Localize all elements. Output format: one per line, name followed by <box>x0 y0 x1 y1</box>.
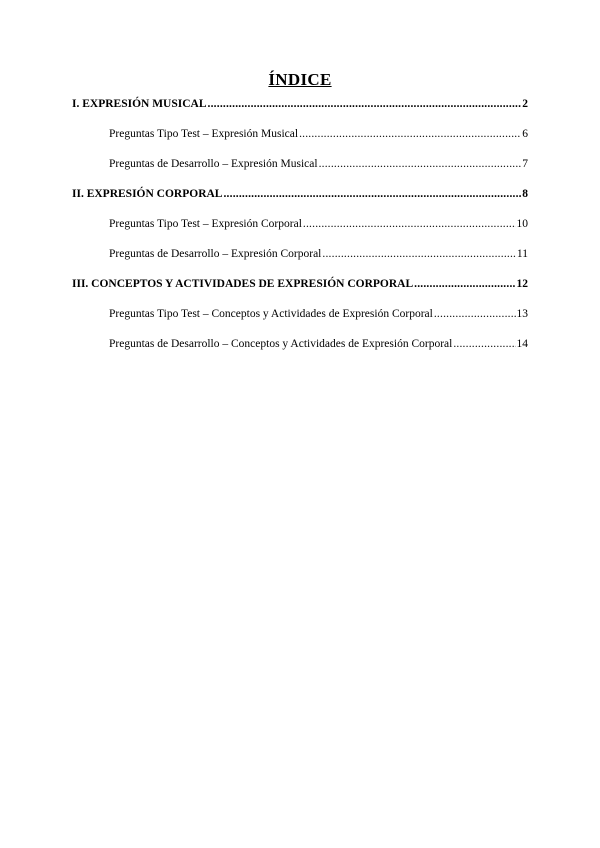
toc-page-number: 7 <box>522 158 528 170</box>
toc-subsection-label: Preguntas Tipo Test – Expresión Musical <box>109 128 299 140</box>
toc-title: ÍNDICE <box>268 70 332 89</box>
toc-subsection-label: Preguntas de Desarrollo – Conceptos y Actividades de Expresión Corporal <box>109 338 453 350</box>
toc-dot-leader <box>303 215 516 233</box>
toc-page-number: 14 <box>516 338 528 350</box>
toc-dot-leader <box>414 275 515 293</box>
toc-page-number: 10 <box>516 218 528 230</box>
toc-subsection-1-2[interactable] <box>72 155 528 173</box>
toc-page-number: 8 <box>522 188 528 200</box>
table-of-contents <box>72 95 528 353</box>
toc-dot-leader <box>319 155 522 173</box>
toc-dot-leader <box>322 245 516 263</box>
toc-subsection-3-2[interactable] <box>72 335 528 353</box>
toc-section-1[interactable] <box>72 95 528 113</box>
toc-page-number: 12 <box>516 278 528 290</box>
toc-subsection-2-2[interactable] <box>72 245 528 263</box>
toc-section-3[interactable] <box>72 275 528 293</box>
toc-section-label: II. EXPRESIÓN CORPORAL <box>72 188 223 200</box>
toc-subsection-label: Preguntas Tipo Test – Conceptos y Actividades de Expresión Corporal <box>109 308 433 320</box>
toc-dot-leader <box>223 185 521 203</box>
toc-section-label: I. EXPRESIÓN MUSICAL <box>72 98 207 110</box>
toc-page-number: 2 <box>522 98 528 110</box>
toc-subsection-label: Preguntas de Desarrollo – Expresión Corporal <box>109 248 322 260</box>
toc-dot-leader <box>453 335 515 353</box>
toc-subsection-2-1[interactable] <box>72 215 528 233</box>
toc-dot-leader <box>208 95 522 113</box>
toc-subsection-label: Preguntas Tipo Test – Expresión Corporal <box>109 218 302 230</box>
toc-section-2[interactable] <box>72 185 528 203</box>
toc-dot-leader <box>434 305 516 323</box>
toc-page-number: 11 <box>516 248 528 260</box>
toc-subsection-1-1[interactable] <box>72 125 528 143</box>
toc-subsection-label: Preguntas de Desarrollo – Expresión Musical <box>109 158 318 170</box>
toc-section-label: III. CONCEPTOS Y ACTIVIDADES DE EXPRESIÓN CORPORAL <box>72 278 414 290</box>
toc-dot-leader <box>299 125 521 143</box>
toc-page-number: 13 <box>516 308 528 320</box>
toc-page-number: 6 <box>522 128 528 140</box>
toc-subsection-3-1[interactable] <box>72 305 528 323</box>
